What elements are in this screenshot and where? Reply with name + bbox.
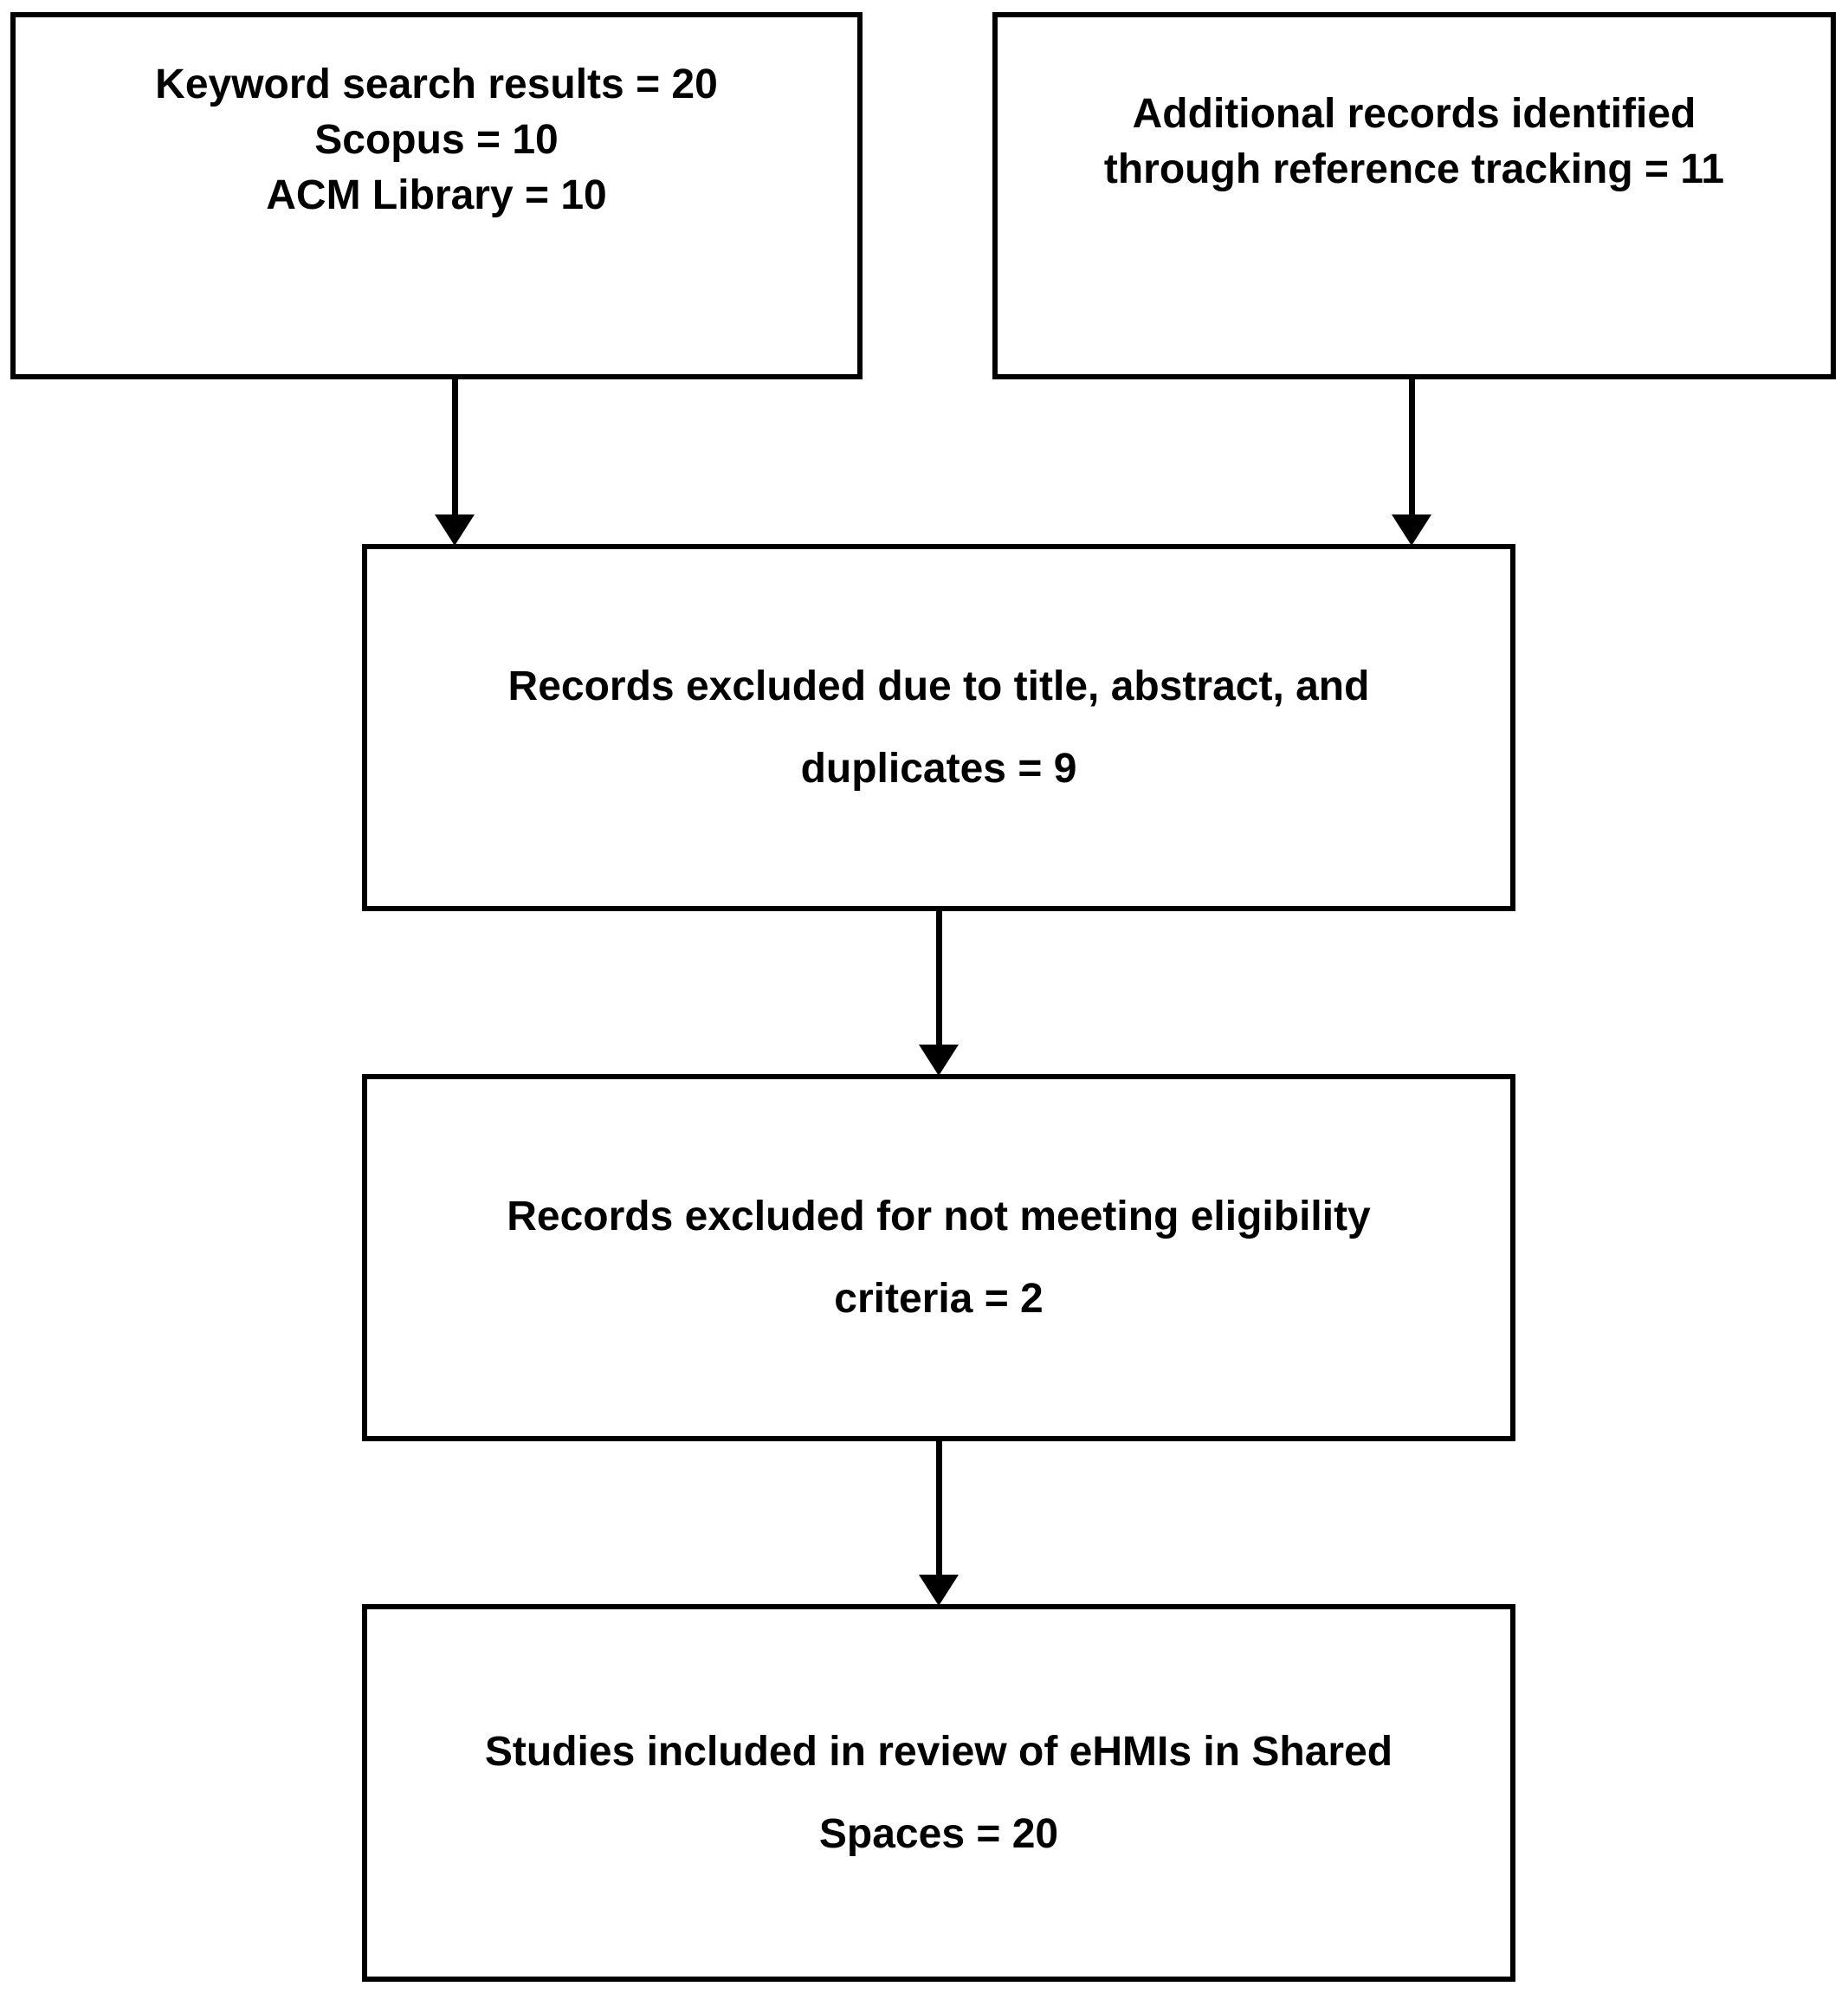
arrow-head-icon: [435, 514, 475, 546]
box-text-line: Studies included in review of eHMIs in Shared: [484, 1729, 1393, 1775]
box-additional-records: [992, 12, 1836, 379]
arrow-head-icon: [919, 1045, 959, 1076]
box-text-line: Additional records identified: [1132, 91, 1696, 137]
box-text-line: criteria = 2: [834, 1276, 1044, 1322]
arrow-additional-to-screening: [1392, 379, 1431, 546]
box-text-line: Scopus = 10: [314, 117, 559, 163]
box-text-line: ACM Library = 10: [266, 172, 607, 218]
arrow-shaft: [1409, 379, 1415, 514]
box-text-line: through reference tracking = 11: [1103, 146, 1725, 192]
box-studies-included: [362, 1604, 1515, 1982]
arrow-shaft: [936, 1441, 942, 1575]
box-records-excluded-eligibility: [362, 1074, 1515, 1441]
arrow-keyword-to-screening: [435, 379, 475, 546]
box-records-excluded-title-abstract: [362, 544, 1515, 911]
box-text-line: Keyword search results = 20: [155, 61, 718, 107]
box-text-line: duplicates = 9: [800, 746, 1077, 792]
arrow-screening-to-eligibility: [919, 911, 959, 1076]
arrow-shaft: [936, 911, 942, 1045]
arrow-eligibility-to-included: [919, 1441, 959, 1606]
arrow-head-icon: [919, 1575, 959, 1606]
box-text-line: Records excluded for not meeting eligibility: [507, 1194, 1371, 1239]
box-keyword-search-results: [10, 12, 863, 379]
box-text-line: Records excluded due to title, abstract, and: [507, 663, 1370, 709]
box-text-line: Spaces = 20: [818, 1811, 1059, 1857]
arrow-head-icon: [1392, 514, 1431, 546]
arrow-shaft: [452, 379, 458, 514]
